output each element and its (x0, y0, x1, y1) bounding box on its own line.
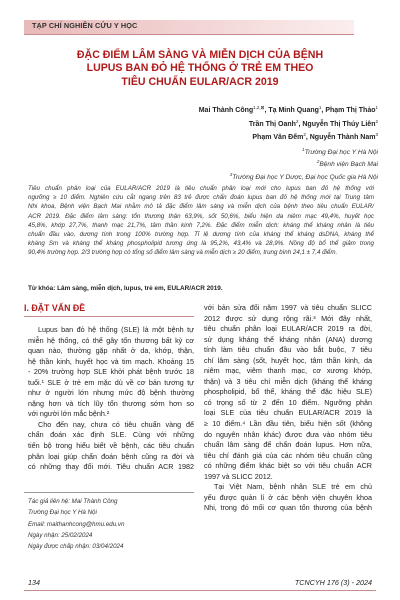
author-sup: 3 (375, 132, 378, 138)
body-line: có trọng số từ 2 đến 10 điểm. Ngưỡng phân (204, 397, 372, 407)
author-name: Tạ Minh Quang (268, 107, 319, 114)
body-line: có những điểm khác biệt so với tiêu chuẩn ACR (204, 461, 372, 471)
footnote-line: Email: maithanhcong@hmu.edu.vn (28, 520, 125, 528)
body-line: ≥ 10 điểm.⁴ Lần đầu tiên, biểu hiện sốt (không (204, 419, 372, 429)
body-line: tiến bộ trong hiểu biết về bệnh, các tiêu chuẩn (28, 441, 194, 451)
footnote-rule (24, 492, 194, 493)
body-line: 2012 được sử dụng rộng rãi.³ Mới đây nhất, (204, 313, 372, 323)
abstract-line: ACR 2019. Đặc điểm lâm sàng: tổn thương thận 63,9%, sốt 50,6%, biểu hiện da niêm mạc 49,4%, huyết học (28, 212, 374, 220)
title-line: TIÊU CHUẨN EULAR/ACR 2019 (121, 75, 279, 88)
author-name: Nguyễn Thành Nam (309, 134, 376, 142)
footer-rule (24, 590, 376, 591)
abstract (28, 184, 374, 258)
abstract-line: chuẩn đầu vào, dương tính trong 100% trường hợp. Tỉ lệ dương tính của kháng thể kháng dsDNA, kháng thể (28, 231, 374, 239)
body-line: tiêu chí đánh giá của các nhóm tiêu chuẩn cũng (204, 450, 372, 460)
body-line: có những thay đổi mới. Tiêu chuẩn ACR 1982 (28, 462, 194, 472)
author-sup: 1 (375, 105, 378, 110)
abstract-line: ngưỡng ≥ 10 điểm. Nghiên cứu cắt ngang trên 83 trẻ được chẩn đoán lupus ban đỏ hệ thống mới tại Trung tâm (28, 194, 374, 202)
footnote-line: Ngày được chấp nhận: 03/04/2024 (28, 543, 124, 551)
abstract-line: Nhi khoa, Bệnh viện Bạch Mai nhằm mô tả đặc điểm lâm sàng và miễn dịch của bệnh theo tiêu chuẩn EULAR/ (28, 203, 374, 211)
affiliation-sup: 3 (229, 171, 233, 177)
body-column-right (204, 303, 372, 514)
author-sup: 1,2,⊠ (253, 105, 265, 110)
body-line: Tại Việt Nam, bệnh nhân SLE trẻ em chủ (214, 482, 372, 492)
author-sup: 2 (303, 132, 306, 138)
body-line: Nhi, trong đó mối cơ quan tổn thương của bệnh (204, 503, 372, 513)
body-line: miễn hệ thống, có thể gây tổn thương bất kỳ cơ (28, 335, 194, 345)
body-line: chí lâm sàng (sốt, huyết học, tâm thần kinh, da (204, 355, 372, 365)
body-line: thận) và 3 tiêu chí miễn dịch (kháng thể kháng (204, 376, 372, 386)
body-line: với bản sửa đổi năm 1997 và tiêu chuẩn SLICC (204, 303, 372, 312)
abstract-line: 90,4% trường hợp. 2/3 trường hợp có tổng số điểm lâm sàng và miễn dịch ≥ 20 điểm, trung bình 24,1 ± 7,4 điểm. (28, 249, 338, 257)
affiliation-list (38, 145, 378, 182)
abstract-line: kháng Sm và kháng thể kháng phospholipid tương ứng là 95,2%, 43,4% và 28,9%. Nồng độ bổ thể giảm trong (28, 240, 374, 248)
body-line: 1997 và SLICC 2012. (204, 471, 273, 481)
body-line: chẩn đoán xác định SLE. Cùng với những (28, 430, 194, 440)
affiliation-sup: 2 (316, 159, 320, 165)
title-line: LUPUS BAN ĐỎ HỆ THỐNG Ở TRẺ EM THEO (86, 62, 314, 75)
body-line: quan nào, thường gặp nhất ở da, khớp, thận, (28, 346, 194, 356)
abstract-line: 45,8%, khớp 27,7%, thanh mạc 21,7%, tâm thần kinh 7,2%. Đặc điểm miễn dịch: kháng thể kháng nhân là tiêu (28, 221, 374, 229)
article-title (24, 49, 376, 89)
affiliation-sup: 1 (302, 147, 305, 152)
section-rule (24, 316, 194, 317)
affiliation: Trường Đại học Y Hà Nội (304, 149, 378, 156)
body-line: yếu được quản lí ở các bệnh viện chuyên khoa (204, 492, 372, 502)
body-line: tính làm tiêu chuẩn đầu vào bắt buộc, 7 tiêu (204, 345, 372, 355)
author-name: Trần Thị Oanh (248, 120, 296, 128)
body-line: loại SLE của tiêu chuẩn EULAR/ACR 2019 là (204, 408, 372, 418)
footnote-line: Tác giả liên hệ: Mai Thành Công (28, 498, 118, 505)
author-name: Phạm Văn Đếm (252, 134, 304, 142)
body-line: do nguyên nhân khác) được đưa vào nhóm tiêu (204, 429, 372, 439)
affiliation: Bệnh viện Bạch Mai (319, 161, 378, 169)
body-line: niêm mạc, viêm thanh mạc, cơ xương khớp, (204, 366, 372, 376)
body-line: sử dụng kháng thể kháng nhân (ANA) dương (204, 334, 372, 344)
body-line: hệ thần kinh, huyết học và tim mạch. Khoảng 15 (28, 356, 194, 366)
section-heading: I. ĐẶT VẤN ĐỀ (24, 303, 86, 313)
abstract-line: Tiêu chuẩn phân loại của EULAR/ACR 2019 là tiêu chuẩn phân loại mới cho lupus ban đỏ hệ thống với (28, 185, 374, 192)
author-sup: 1 (318, 105, 322, 110)
body-line: Lupus ban đỏ hệ thống (SLE) là một bệnh tự (38, 325, 194, 334)
author-name: Mai Thành Công (198, 107, 254, 114)
author-name: Nguyễn Thị Thúy Liên (302, 120, 376, 128)
body-line: với người lớn mắc bệnh.² (28, 409, 110, 419)
footnote-line: Trường Đại học Y Hà Nội (28, 509, 97, 517)
author-sup: 2 (295, 118, 299, 124)
journal-issue: TCNCYH 176 (3) - 2024 (294, 578, 372, 587)
body-line: như ở người lớn nhưng mức độ bệnh thường (28, 388, 194, 398)
author-sup: 2 (375, 118, 378, 124)
body-line: tiêu chuẩn phân loại EULAR/ACR 2019 ra đời, (204, 324, 372, 334)
body-column-left (28, 325, 194, 473)
body-line: tuổi.¹ SLE ở trẻ em mặc dù về cơ bản tương tự (28, 377, 194, 387)
author-list: Mai Thành Công$^{1,2,⊠}$, Tạ Minh Quang$^1$, Phạm Thị Thảo$^1$ Trần Thị Oanh$^2$, Nguyễn Thị Thúy Liên$^2$ Phạm Văn Đếm$^2$, Nguyễn Thành Nam$^3$ (198, 105, 378, 142)
body-line: - 20% trường hợp SLE khởi phát bệnh trước 18 (28, 367, 194, 377)
journal-name: TẠP CHÍ NGHIÊN CỨU Y HỌC (32, 21, 138, 30)
body-line: nặng hơn và tích lũy tổn thương sớm hơn so (28, 398, 194, 408)
body-line: phospholipid, bổ thể, kháng thể đặc hiệu SLE) (204, 387, 372, 397)
footnotes (28, 496, 194, 552)
header-rule (24, 34, 354, 35)
body-line: chuẩn lâm sàng để chẩn đoán lupus. Hơn nữa, (204, 440, 372, 450)
keywords: Từ khóa: Lâm sàng, miễn dịch, lupus, trẻ em, EULAR/ACR 2019. (28, 285, 223, 292)
body-line: phân loại giúp chẩn đoán bệnh cũng ra đời và (28, 451, 194, 461)
page-number: 134 (28, 578, 40, 587)
body-line: Cho đến nay, chưa có tiêu chuẩn vàng để (38, 419, 194, 429)
affiliation: Trường Đại học Y Dược, Đại học Quốc gia Hà Nội (232, 173, 378, 181)
footnote-line: Ngày nhận: 25/02/2024 (28, 531, 93, 539)
title-line: ĐẶC ĐIỂM LÂM SÀNG VÀ MIỄN DỊCH CỦA BỆNH (76, 49, 324, 61)
author-name: Phạm Thị Thảo (325, 107, 376, 114)
